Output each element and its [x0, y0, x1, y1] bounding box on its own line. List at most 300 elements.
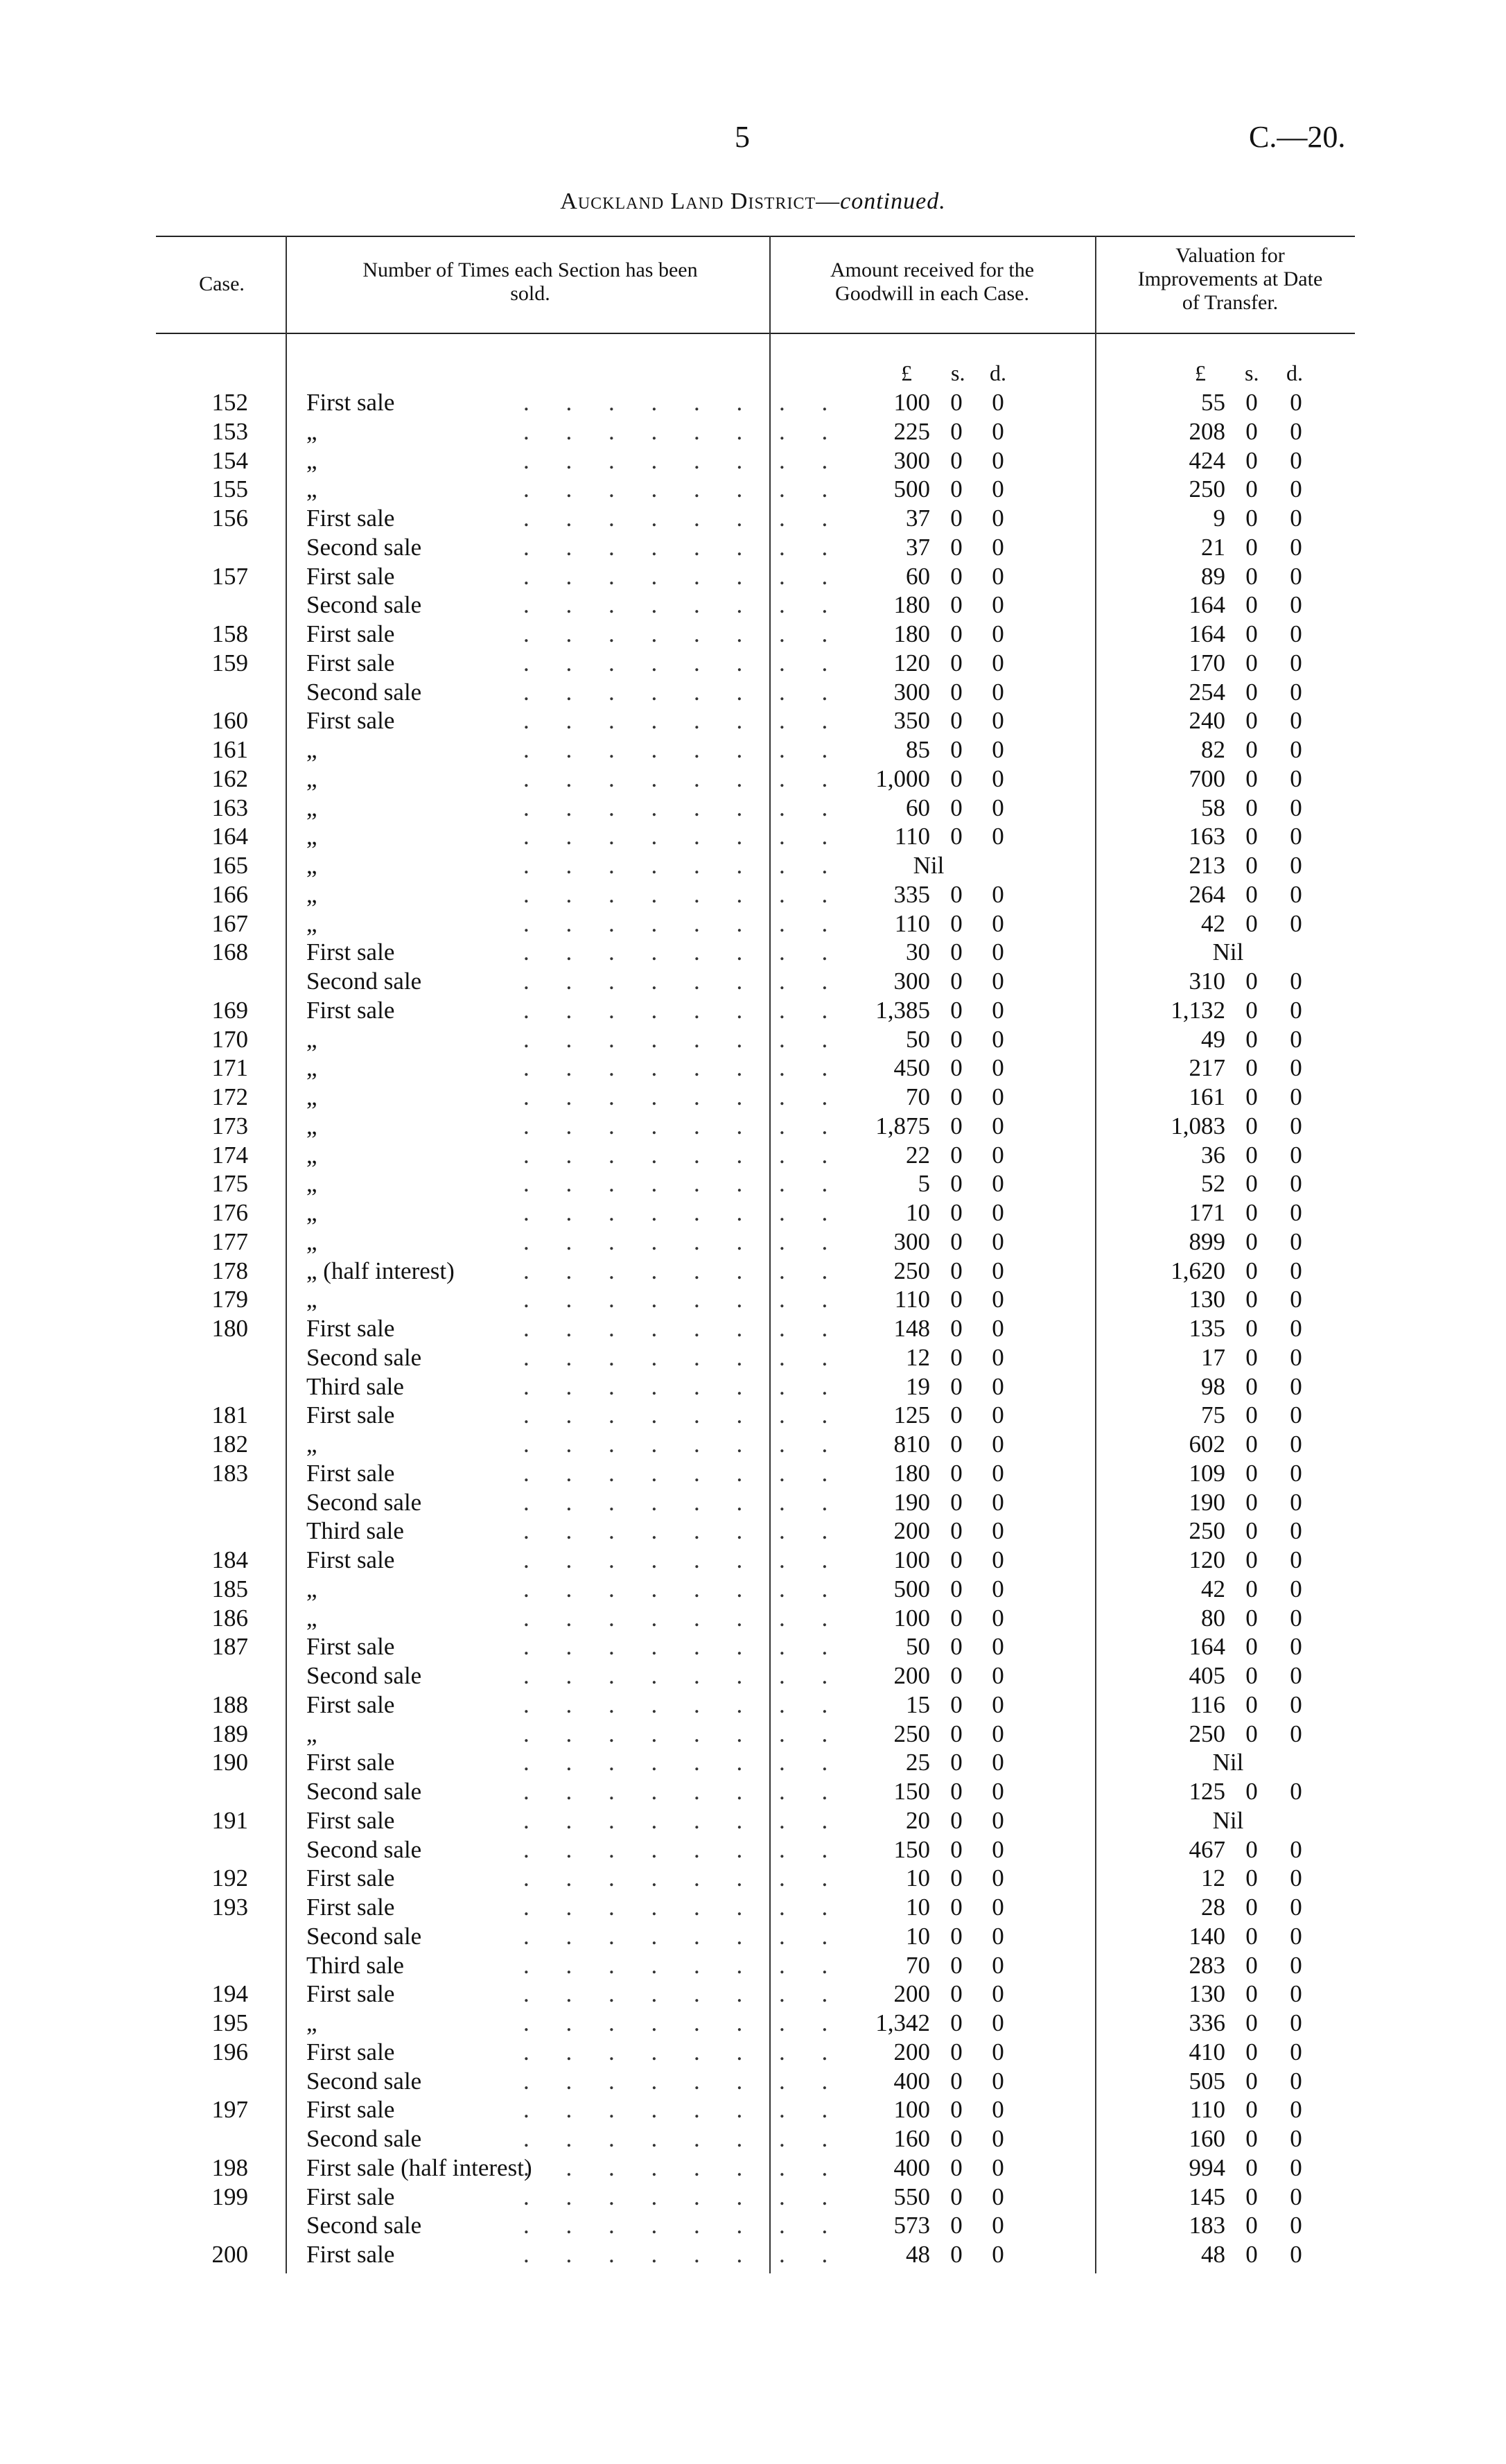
- valuation-shillings: 0: [1245, 1459, 1258, 1487]
- valuation-pounds: 42: [1201, 1575, 1225, 1602]
- valuation-pence: 0: [1290, 823, 1302, 850]
- sale-description: First sale: [306, 620, 395, 647]
- leader-dots: . . . . . . . .: [523, 446, 843, 474]
- sale-description: Second sale: [306, 1488, 422, 1516]
- sale-description: First sale: [306, 1459, 395, 1487]
- valuation-pounds: 82: [1201, 736, 1225, 763]
- valuation-pounds: 145: [1189, 2183, 1225, 2210]
- case-number: 157: [211, 562, 248, 590]
- valuation-pence: 0: [1290, 1690, 1302, 1718]
- valuation-pounds: 98: [1201, 1372, 1225, 1400]
- valuation-shillings: 0: [1245, 1286, 1258, 1313]
- valuation-shillings: 0: [1245, 1922, 1258, 1950]
- valuation-shillings: 0: [1245, 1025, 1258, 1053]
- header-amount: [776, 259, 1088, 306]
- amount-shillings: 0: [950, 823, 963, 850]
- valuation-pence: 0: [1290, 591, 1302, 619]
- amount-pounds: 450: [893, 1054, 930, 1082]
- case-number: 182: [211, 1431, 248, 1458]
- valuation-pounds: 21: [1201, 533, 1225, 561]
- valuation-shillings: 0: [1245, 1864, 1258, 1892]
- amount-pence: 0: [992, 505, 1004, 532]
- amount-shillings: 0: [950, 968, 963, 995]
- amount-pence: 0: [992, 1517, 1004, 1545]
- table-row: [0, 417, 1506, 446]
- table-row: [0, 1488, 1506, 1517]
- table-row: [0, 2124, 1506, 2153]
- sale-description: „: [306, 1227, 317, 1255]
- valuation-shillings: 0: [1245, 1112, 1258, 1139]
- sale-description: „: [306, 1054, 317, 1082]
- leader-dots: . . . . . . . .: [523, 880, 843, 908]
- valuation-shillings: 0: [1245, 562, 1258, 590]
- sale-description: „: [306, 764, 317, 792]
- amount-shillings: 0: [950, 1372, 963, 1400]
- table-row: [0, 1169, 1506, 1198]
- sale-description: First sale: [306, 938, 395, 966]
- case-number: 161: [211, 736, 248, 763]
- leader-dots: . . . . . . . .: [523, 823, 843, 850]
- valuation-pounds: 36: [1201, 1141, 1225, 1169]
- case-number: 184: [211, 1546, 248, 1573]
- valuation-pence: 0: [1290, 1604, 1302, 1632]
- header-amount-line2: Goodwill in each Case.: [835, 282, 1029, 305]
- amount-shillings: 0: [950, 1662, 963, 1689]
- sale-description: First sale: [306, 1401, 395, 1429]
- amount-pounds: 300: [893, 968, 930, 995]
- amount-shillings: 0: [950, 1835, 963, 1863]
- amount-pounds: 180: [893, 1459, 930, 1487]
- amount-pence: 0: [992, 1894, 1004, 1921]
- valuation-shillings: 0: [1245, 1778, 1258, 1805]
- amount-shillings: 0: [950, 1054, 963, 1082]
- case-number: 159: [211, 649, 248, 676]
- case-number: 165: [211, 852, 248, 879]
- header-valuation-line3: of Transfer.: [1182, 291, 1279, 314]
- title-continued: continued.: [840, 189, 946, 214]
- leader-dots: . . . . . . . .: [523, 2038, 843, 2065]
- table-row: [0, 1864, 1506, 1893]
- amount-pounds: 250: [893, 1720, 930, 1747]
- valuation-pounds: 135: [1189, 1315, 1225, 1342]
- sale-description: First sale: [306, 1864, 395, 1892]
- valuation-pounds: 250: [1189, 475, 1225, 503]
- valuation-pounds: 17: [1201, 1343, 1225, 1371]
- amount-pounds: 100: [893, 2096, 930, 2124]
- table-row: [0, 1835, 1506, 1864]
- amount-pounds: 550: [893, 2183, 930, 2210]
- amount-pounds: 120: [893, 649, 930, 676]
- amount-pounds: 100: [893, 1604, 930, 1632]
- valuation-pence: 0: [1290, 2096, 1302, 2124]
- valuation-pence: 0: [1290, 968, 1302, 995]
- header-case: Case.: [199, 272, 245, 295]
- valuation-shillings: 0: [1245, 1257, 1258, 1284]
- sale-description: First sale: [306, 1806, 395, 1834]
- table-row: [0, 2095, 1506, 2124]
- valuation-pence: 0: [1290, 1257, 1302, 1284]
- amount-pounds: 160: [893, 2125, 930, 2152]
- amount-shillings: 0: [950, 533, 963, 561]
- amount-pence: 0: [992, 736, 1004, 763]
- valuation-pounds: 110: [1189, 2096, 1225, 2124]
- page-title: [0, 189, 1506, 215]
- amount-pounds: 500: [893, 1575, 930, 1602]
- case-number: 177: [211, 1227, 248, 1255]
- amount-pence: 0: [992, 678, 1004, 706]
- amount-pence: 0: [992, 1546, 1004, 1573]
- leader-dots: . . . . . . . .: [523, 707, 843, 735]
- amount-pence: 0: [992, 1170, 1004, 1198]
- valuation-shillings: 0: [1245, 417, 1258, 445]
- valuation-pence: 0: [1290, 1372, 1302, 1400]
- valuation-shillings: 0: [1245, 1343, 1258, 1371]
- valuation-shillings: 0: [1245, 2067, 1258, 2095]
- sale-description: „: [306, 1720, 317, 1747]
- leader-dots: . . . . . . . .: [523, 1372, 843, 1400]
- amount-pence: 0: [992, 417, 1004, 445]
- valuation-pounds: 12: [1201, 1864, 1225, 1892]
- amount-shillings: 0: [950, 1315, 963, 1342]
- amount-pounds: 37: [906, 505, 930, 532]
- amount-pounds: 300: [893, 1227, 930, 1255]
- leader-dots: . . . . . . . .: [523, 1806, 843, 1834]
- amount-pounds: 70: [906, 1083, 930, 1110]
- valuation-pounds: 336: [1189, 2009, 1225, 2036]
- leader-dots: . . . . . . . .: [523, 1227, 843, 1255]
- amount-pounds: 60: [906, 562, 930, 590]
- amount-pounds: 85: [906, 736, 930, 763]
- title-main: Auckland Land District—: [560, 189, 841, 214]
- case-number: 164: [211, 823, 248, 850]
- case-number: 191: [211, 1806, 248, 1834]
- valuation-shillings: 0: [1245, 1170, 1258, 1198]
- valuation-shillings: 0: [1245, 1401, 1258, 1429]
- case-number: 178: [211, 1257, 248, 1284]
- valuation-pence: 0: [1290, 2153, 1302, 2181]
- amount-pence: 0: [992, 1286, 1004, 1313]
- valuation-pounds: 164: [1189, 620, 1225, 647]
- amount-shillings: 0: [950, 764, 963, 792]
- amount-shillings: 0: [950, 1720, 963, 1747]
- valuation-pounds: 310: [1189, 968, 1225, 995]
- amount-shillings: 0: [950, 475, 963, 503]
- case-number: 169: [211, 996, 248, 1024]
- amount-shillings: 0: [950, 1575, 963, 1602]
- table-row: [0, 909, 1506, 938]
- case-number: 168: [211, 938, 248, 966]
- amount-pounds: 810: [893, 1431, 930, 1458]
- amount-pounds: 5: [918, 1170, 930, 1198]
- amount-pounds: 37: [906, 533, 930, 561]
- valuation-shillings: 0: [1245, 475, 1258, 503]
- sale-description: Second sale: [306, 1662, 422, 1689]
- amount-pence: 0: [992, 1372, 1004, 1400]
- leader-dots: . . . . . . . .: [523, 1546, 843, 1573]
- valuation-pounds: 254: [1189, 678, 1225, 706]
- amount-pence: 0: [992, 2067, 1004, 2095]
- valuation-pounds: 52: [1201, 1170, 1225, 1198]
- amount-pence: 0: [992, 562, 1004, 590]
- valuation-pence: 0: [1290, 1112, 1302, 1139]
- valuation-pence: 0: [1290, 620, 1302, 647]
- leader-dots: . . . . . . . .: [523, 1286, 843, 1313]
- valuation-shillings: 0: [1245, 533, 1258, 561]
- leader-dots: . . . . . . . .: [523, 649, 843, 676]
- sale-description: „: [306, 1431, 317, 1458]
- valuation-shillings: 0: [1245, 389, 1258, 416]
- amount-pounds: 250: [893, 1257, 930, 1284]
- valuation-pence: 0: [1290, 1835, 1302, 1863]
- valuation-nil: Nil: [1212, 938, 1244, 966]
- amount-shillings: 0: [950, 417, 963, 445]
- amount-shillings: 0: [950, 1431, 963, 1458]
- table-row: [0, 2067, 1506, 2096]
- table-row: [0, 2038, 1506, 2067]
- amount-shillings: 0: [950, 2153, 963, 2181]
- valuation-pounds: 700: [1189, 764, 1225, 792]
- amount-pence: 0: [992, 1459, 1004, 1487]
- valuation-pounds: 467: [1189, 1835, 1225, 1863]
- table-row: [0, 1343, 1506, 1372]
- sale-description: First sale: [306, 2038, 395, 2065]
- table-row: [0, 880, 1506, 909]
- leader-dots: . . . . . . . .: [523, 996, 843, 1024]
- valuation-shillings: 0: [1245, 2096, 1258, 2124]
- leader-dots: . . . . . . . .: [523, 1488, 843, 1516]
- sale-description: First sale: [306, 1980, 395, 2008]
- amount-pounds: 48: [906, 2241, 930, 2268]
- amount-pounds: 25: [906, 1749, 930, 1776]
- valuation-nil: Nil: [1212, 1749, 1244, 1776]
- case-number: 171: [211, 1054, 248, 1082]
- valuation-pounds: 505: [1189, 2067, 1225, 2095]
- amount-pence: 0: [992, 2125, 1004, 2152]
- amount-pounds: 200: [893, 1517, 930, 1545]
- amount-pounds: 150: [893, 1778, 930, 1805]
- amount-pounds: 200: [893, 1662, 930, 1689]
- sale-description: Second sale: [306, 2125, 422, 2152]
- case-number: 155: [211, 475, 248, 503]
- leader-dots: . . . . . . . .: [523, 1662, 843, 1689]
- leader-dots: . . . . . . . .: [523, 1401, 843, 1429]
- valuation-shillings: 0: [1245, 1980, 1258, 2008]
- amount-pence: 0: [992, 1401, 1004, 1429]
- amount-pence: 0: [992, 1980, 1004, 2008]
- amount-pence: 0: [992, 1025, 1004, 1053]
- header-amount-line1: Amount received for the: [830, 259, 1035, 281]
- valuation-pounds: 283: [1189, 1951, 1225, 1979]
- amount-shillings: 0: [950, 1112, 963, 1139]
- table-row: [0, 1025, 1506, 1054]
- valuation-pence: 0: [1290, 1054, 1302, 1082]
- amount-pence: 0: [992, 1488, 1004, 1516]
- leader-dots: . . . . . . . .: [523, 389, 843, 416]
- leader-dots: . . . . . . . .: [523, 1778, 843, 1805]
- sale-description: First sale: [306, 1546, 395, 1573]
- valuation-pence: 0: [1290, 1141, 1302, 1169]
- valuation-nil: Nil: [1212, 1806, 1244, 1834]
- leader-dots: . . . . . . . .: [523, 764, 843, 792]
- table-row: [0, 1806, 1506, 1835]
- amount-pounds: 1,000: [875, 764, 930, 792]
- valuation-shillings: 0: [1245, 1083, 1258, 1110]
- amount-pence: 0: [992, 1112, 1004, 1139]
- case-number: 183: [211, 1459, 248, 1487]
- valuation-pence: 0: [1290, 1980, 1302, 2008]
- table-row: [0, 1690, 1506, 1720]
- amount-pence: 0: [992, 823, 1004, 850]
- amount-pence: 0: [992, 880, 1004, 908]
- amount-pounds: 180: [893, 591, 930, 619]
- case-number: 197: [211, 2096, 248, 2124]
- leader-dots: . . . . . . . .: [523, 1083, 843, 1110]
- sale-description: Second sale: [306, 591, 422, 619]
- amount-pounds: 125: [893, 1401, 930, 1429]
- leader-dots: . . . . . . . .: [523, 852, 843, 879]
- valuation-pounds: 250: [1189, 1720, 1225, 1747]
- leader-dots: . . . . . . . .: [523, 1170, 843, 1198]
- case-number: 158: [211, 620, 248, 647]
- leader-dots: . . . . . . . .: [523, 1690, 843, 1718]
- valuation-shillings: 0: [1245, 1054, 1258, 1082]
- case-number: 181: [211, 1401, 248, 1429]
- table-row: [0, 1777, 1506, 1806]
- sale-description: Second sale: [306, 1922, 422, 1950]
- sale-description: First sale: [306, 707, 395, 735]
- case-number: 166: [211, 880, 248, 908]
- table-row: [0, 1661, 1506, 1690]
- leader-dots: . . . . . . . .: [523, 1720, 843, 1747]
- valuation-pence: 0: [1290, 649, 1302, 676]
- amount-pence: 0: [992, 533, 1004, 561]
- amount-pence: 0: [992, 1662, 1004, 1689]
- valuation-pence: 0: [1290, 1488, 1302, 1516]
- valuation-pounds: 190: [1189, 1488, 1225, 1516]
- amount-shillings: 0: [950, 1401, 963, 1429]
- valuation-unit-pence: d.: [1286, 360, 1303, 385]
- amount-pounds: 300: [893, 678, 930, 706]
- case-number: 198: [211, 2153, 248, 2181]
- valuation-pounds: 160: [1189, 2125, 1225, 2152]
- case-number: 176: [211, 1199, 248, 1226]
- case-number: 156: [211, 505, 248, 532]
- amount-pounds: 110: [894, 909, 930, 937]
- leader-dots: . . . . . . . .: [523, 1633, 843, 1661]
- amount-pence: 0: [992, 2241, 1004, 2268]
- sale-description: First sale: [306, 1749, 395, 1776]
- amount-pounds: 70: [906, 1951, 930, 1979]
- table-row: [0, 1430, 1506, 1459]
- amount-shillings: 0: [950, 2241, 963, 2268]
- sale-description: Second sale: [306, 1778, 422, 1805]
- amount-pounds: 200: [893, 1980, 930, 2008]
- leader-dots: . . . . . . . .: [523, 2183, 843, 2210]
- valuation-shillings: 0: [1245, 1517, 1258, 1545]
- case-number: 174: [211, 1141, 248, 1169]
- amount-pence: 0: [992, 1227, 1004, 1255]
- sale-description: „: [306, 1170, 317, 1198]
- sale-description: Third sale: [306, 1951, 404, 1979]
- valuation-pounds: 163: [1189, 823, 1225, 850]
- valuation-pounds: 240: [1189, 707, 1225, 735]
- amount-shillings: 0: [950, 1633, 963, 1661]
- sale-description: „: [306, 1112, 317, 1139]
- sale-description: First sale: [306, 1315, 395, 1342]
- table-row: [0, 996, 1506, 1025]
- valuation-pounds: 410: [1189, 2038, 1225, 2065]
- amount-unit-shilling: s.: [951, 360, 965, 385]
- amount-pence: 0: [992, 1257, 1004, 1284]
- valuation-shillings: 0: [1245, 2183, 1258, 2210]
- sale-description: Second sale: [306, 533, 422, 561]
- valuation-pounds: 1,620: [1171, 1257, 1225, 1284]
- valuation-pence: 0: [1290, 764, 1302, 792]
- amount-pence: 0: [992, 938, 1004, 966]
- header-times-line1: Number of Times each Section has been: [362, 259, 698, 281]
- valuation-pounds: 130: [1189, 1980, 1225, 2008]
- table-row: [0, 938, 1506, 967]
- valuation-pounds: 424: [1189, 446, 1225, 474]
- table-row: [0, 1632, 1506, 1661]
- amount-pounds: 148: [893, 1315, 930, 1342]
- table-row: [0, 1198, 1506, 1227]
- amount-shillings: 0: [950, 1025, 963, 1053]
- valuation-shillings: 0: [1245, 880, 1258, 908]
- amount-shillings: 0: [950, 562, 963, 590]
- sale-description: „: [306, 909, 317, 937]
- sale-description: First sale: [306, 389, 395, 416]
- leader-dots: . . . . . . . .: [523, 620, 843, 647]
- valuation-shillings: 0: [1245, 446, 1258, 474]
- leader-dots: . . . . . . . .: [523, 2125, 843, 2152]
- amount-pence: 0: [992, 1199, 1004, 1226]
- valuation-pence: 0: [1290, 996, 1302, 1024]
- valuation-pence: 0: [1290, 2125, 1302, 2152]
- valuation-shillings: 0: [1245, 591, 1258, 619]
- sale-description: Second sale: [306, 2212, 422, 2239]
- valuation-shillings: 0: [1245, 1372, 1258, 1400]
- amount-pounds: 400: [893, 2067, 930, 2095]
- sale-description: „: [306, 1141, 317, 1169]
- amount-pence: 0: [992, 2153, 1004, 2181]
- valuation-shillings: 0: [1245, 1690, 1258, 1718]
- table-row: [0, 1604, 1506, 1633]
- valuation-pence: 0: [1290, 1894, 1302, 1921]
- amount-pence: 0: [992, 2096, 1004, 2124]
- case-number: 200: [211, 2241, 248, 2268]
- valuation-shillings: 0: [1245, 2009, 1258, 2036]
- amount-shillings: 0: [950, 1488, 963, 1516]
- leader-dots: . . . . . . . .: [523, 1749, 843, 1776]
- leader-dots: . . . . . . . .: [523, 1315, 843, 1342]
- valuation-pounds: 899: [1189, 1227, 1225, 1255]
- valuation-pounds: 171: [1189, 1199, 1225, 1226]
- table-row: [0, 1517, 1506, 1546]
- case-number: 160: [211, 707, 248, 735]
- amount-shillings: 0: [950, 1749, 963, 1776]
- amount-pounds: 300: [893, 446, 930, 474]
- case-number: 194: [211, 1980, 248, 2008]
- amount-shillings: 0: [950, 620, 963, 647]
- valuation-shillings: 0: [1245, 1720, 1258, 1747]
- table-row: [0, 735, 1506, 764]
- sale-description: „: [306, 880, 317, 908]
- valuation-pence: 0: [1290, 505, 1302, 532]
- sale-description: Second sale: [306, 968, 422, 995]
- sale-description: „ (half interest): [306, 1257, 455, 1284]
- valuation-shillings: 0: [1245, 1227, 1258, 1255]
